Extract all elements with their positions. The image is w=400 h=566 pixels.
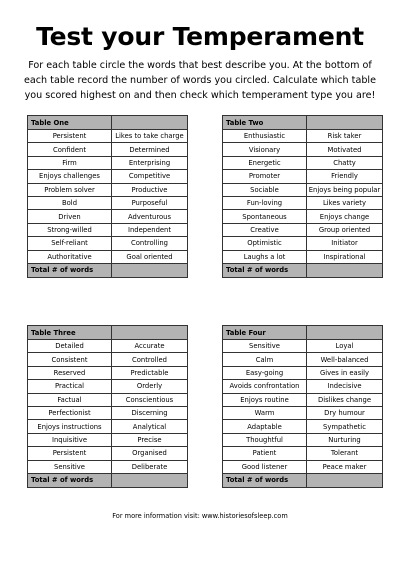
table-header-row xyxy=(28,326,188,340)
table-row xyxy=(28,156,188,169)
instructions-text: For each table circle the words that best describe you. At the bottom of each table record the number of words you circled. Calculate which table you scored highest on and then check which temperament type you are! xyxy=(24,60,376,101)
word-cell[interactable]: Adventurous xyxy=(112,210,188,223)
word-cell[interactable]: Goal oriented xyxy=(112,250,188,263)
table-heading: Table Four xyxy=(223,326,307,340)
word-cell[interactable]: Nurturing xyxy=(307,433,383,446)
word-cell[interactable]: Motivated xyxy=(307,143,383,156)
total-row xyxy=(28,263,188,277)
word-cell[interactable]: Controlled xyxy=(112,353,188,366)
table-row xyxy=(28,380,188,393)
table-row xyxy=(28,210,188,223)
table-row xyxy=(223,380,383,393)
word-cell[interactable]: Purposeful xyxy=(112,196,188,209)
table-row xyxy=(28,366,188,379)
word-cell[interactable]: Enjoys being popular xyxy=(307,183,383,196)
word-cell[interactable]: Likes to take charge xyxy=(112,130,188,143)
word-cell[interactable]: Chatty xyxy=(307,156,383,169)
word-cell[interactable]: Dry humour xyxy=(307,406,383,419)
word-cell[interactable]: Consistent xyxy=(28,353,112,366)
table-row xyxy=(28,406,188,419)
word-cell[interactable]: Patient xyxy=(223,447,307,460)
table-row xyxy=(28,130,188,143)
word-cell[interactable]: Loyal xyxy=(307,340,383,353)
table-row xyxy=(223,223,383,236)
table-heading-blank xyxy=(307,326,383,340)
word-cell[interactable]: Thoughtful xyxy=(223,433,307,446)
word-cell[interactable]: Reserved xyxy=(28,366,112,379)
table-header-row xyxy=(28,116,188,130)
word-cell[interactable]: Risk taker xyxy=(307,130,383,143)
table-row xyxy=(223,130,383,143)
word-cell[interactable]: Initiator xyxy=(307,237,383,250)
word-cell[interactable]: Precise xyxy=(112,433,188,446)
word-cell[interactable]: Creative xyxy=(223,223,307,236)
word-cell[interactable]: Organised xyxy=(112,447,188,460)
word-cell[interactable]: Enjoys challenges xyxy=(28,170,112,183)
word-cell[interactable]: Self-reliant xyxy=(28,237,112,250)
word-cell[interactable]: Enjoys change xyxy=(307,210,383,223)
total-row xyxy=(223,263,383,277)
word-cell[interactable]: Group oriented xyxy=(307,223,383,236)
table-row xyxy=(223,143,383,156)
word-cell[interactable]: Conscientious xyxy=(112,393,188,406)
word-cell[interactable]: Visionary xyxy=(223,143,307,156)
word-cell[interactable]: Sociable xyxy=(223,183,307,196)
word-cell[interactable]: Energetic xyxy=(223,156,307,169)
total-entry-cell[interactable] xyxy=(112,263,188,277)
word-cell[interactable]: Deliberate xyxy=(112,460,188,473)
table-row xyxy=(28,460,188,473)
table-heading: Table Three xyxy=(28,326,112,340)
table-header-row xyxy=(223,326,383,340)
word-cell[interactable]: Practical xyxy=(28,380,112,393)
word-cell[interactable]: Enterprising xyxy=(112,156,188,169)
word-cell[interactable]: Problem solver xyxy=(28,183,112,196)
word-cell[interactable]: Peace maker xyxy=(307,460,383,473)
table-row xyxy=(223,447,383,460)
word-cell[interactable]: Friendly xyxy=(307,170,383,183)
table-three xyxy=(27,325,188,488)
table-heading: Table One xyxy=(28,116,112,130)
table-row xyxy=(223,433,383,446)
table-row xyxy=(223,420,383,433)
word-cell[interactable]: Indecisive xyxy=(307,380,383,393)
word-cell[interactable]: Bold xyxy=(28,196,112,209)
table-two xyxy=(222,115,383,278)
table-row xyxy=(28,237,188,250)
word-cell[interactable]: Promoter xyxy=(223,170,307,183)
word-cell[interactable]: Enjoys instructions xyxy=(28,420,112,433)
table-four xyxy=(222,325,383,488)
word-cell[interactable]: Sympathetic xyxy=(307,420,383,433)
word-cell[interactable]: Driven xyxy=(28,210,112,223)
table-row xyxy=(28,250,188,263)
word-cell[interactable]: Inspirational xyxy=(307,250,383,263)
total-row xyxy=(223,473,383,487)
table-row xyxy=(223,406,383,419)
word-cell[interactable]: Predictable xyxy=(112,366,188,379)
total-label: Total # of words xyxy=(28,473,112,487)
table-row xyxy=(223,210,383,223)
word-cell[interactable]: Discerning xyxy=(112,406,188,419)
word-cell[interactable]: Persistent xyxy=(28,130,112,143)
word-cell[interactable]: Enjoys routine xyxy=(223,393,307,406)
table-row xyxy=(28,393,188,406)
word-cell[interactable]: Persistent xyxy=(28,447,112,460)
table-row xyxy=(28,340,188,353)
word-cell[interactable]: Well-balanced xyxy=(307,353,383,366)
total-entry-cell[interactable] xyxy=(307,263,383,277)
table-row xyxy=(223,366,383,379)
total-label: Total # of words xyxy=(223,263,307,277)
word-cell[interactable]: Enthusiastic xyxy=(223,130,307,143)
table-row xyxy=(223,250,383,263)
word-cell[interactable]: Authoritative xyxy=(28,250,112,263)
table-row xyxy=(28,143,188,156)
word-cell[interactable]: Inquisitive xyxy=(28,433,112,446)
table-row xyxy=(223,196,383,209)
word-cell[interactable]: Spontaneous xyxy=(223,210,307,223)
table-row xyxy=(28,447,188,460)
word-cell[interactable]: Factual xyxy=(28,393,112,406)
word-cell[interactable]: Strong-willed xyxy=(28,223,112,236)
word-cell[interactable]: Calm xyxy=(223,353,307,366)
table-row xyxy=(223,460,383,473)
word-cell[interactable]: Adaptable xyxy=(223,420,307,433)
word-cell[interactable]: Sensitive xyxy=(28,460,112,473)
word-cell[interactable]: Orderly xyxy=(112,380,188,393)
table-row xyxy=(223,156,383,169)
table-header-row xyxy=(223,116,383,130)
word-cell[interactable]: Detailed xyxy=(28,340,112,353)
table-row xyxy=(223,183,383,196)
total-entry-cell[interactable] xyxy=(307,473,383,487)
total-entry-cell[interactable] xyxy=(112,473,188,487)
word-cell[interactable]: Fun-loving xyxy=(223,196,307,209)
page-title: Test your Temperament xyxy=(36,22,364,51)
word-cell[interactable]: Confident xyxy=(28,143,112,156)
table-row xyxy=(28,223,188,236)
word-cell[interactable]: Easy-going xyxy=(223,366,307,379)
table-row xyxy=(223,340,383,353)
word-cell[interactable]: Firm xyxy=(28,156,112,169)
total-row xyxy=(28,473,188,487)
table-row xyxy=(28,170,188,183)
table-heading-blank xyxy=(112,326,188,340)
word-cell[interactable]: Accurate xyxy=(112,340,188,353)
table-heading-blank xyxy=(112,116,188,130)
table-row xyxy=(223,237,383,250)
word-cell[interactable]: Avoids confrontation xyxy=(223,380,307,393)
word-cell[interactable]: Tolerant xyxy=(307,447,383,460)
table-row xyxy=(223,170,383,183)
word-cell[interactable]: Perfectionist xyxy=(28,406,112,419)
table-row xyxy=(28,183,188,196)
table-row xyxy=(28,196,188,209)
table-one xyxy=(27,115,188,278)
total-label: Total # of words xyxy=(223,473,307,487)
word-cell[interactable]: Controlling xyxy=(112,237,188,250)
table-row xyxy=(223,393,383,406)
word-cell[interactable]: Dislikes change xyxy=(307,393,383,406)
word-cell[interactable]: Determined xyxy=(112,143,188,156)
word-cell[interactable]: Warm xyxy=(223,406,307,419)
table-heading-blank xyxy=(307,116,383,130)
word-cell[interactable]: Sensitive xyxy=(223,340,307,353)
table-row xyxy=(28,420,188,433)
word-cell[interactable]: Likes variety xyxy=(307,196,383,209)
word-cell[interactable]: Good listener xyxy=(223,460,307,473)
word-cell[interactable]: Gives in easily xyxy=(307,366,383,379)
word-cell[interactable]: Laughs a lot xyxy=(223,250,307,263)
table-heading: Table Two xyxy=(223,116,307,130)
word-cell[interactable]: Analytical xyxy=(112,420,188,433)
table-row xyxy=(223,353,383,366)
footer-link-text: For more information visit: www.historiesofsleep.com xyxy=(112,512,288,520)
word-cell[interactable]: Productive xyxy=(112,183,188,196)
table-row xyxy=(28,353,188,366)
word-cell[interactable]: Independent xyxy=(112,223,188,236)
word-cell[interactable]: Optimistic xyxy=(223,237,307,250)
table-row xyxy=(28,433,188,446)
word-cell[interactable]: Competitive xyxy=(112,170,188,183)
total-label: Total # of words xyxy=(28,263,112,277)
